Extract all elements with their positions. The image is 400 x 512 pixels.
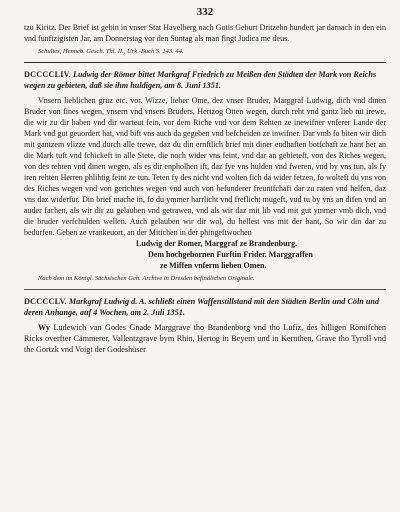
- signature-line: Ludwig der Romer, Marggraf ze Brandenburg.: [136, 239, 298, 248]
- address-line: Dem hochgebornen Furftin Frider. Marggraffen: [148, 250, 313, 259]
- section-divider: [24, 62, 386, 63]
- document-number: DCCCCLIV.: [24, 70, 71, 79]
- document-heading: [24, 69, 386, 91]
- document-number: DCCCCLV.: [24, 297, 67, 306]
- page-number: 332: [196, 6, 214, 18]
- source-note: Nach dem im Königl. Sächsischen Geh. Archive in Dresden befindlichen Originale.: [38, 275, 255, 282]
- document-body-text: Ludewich van Godes Gnade Marggrave tho Brandenborg vnd tho Lufiz, des hilligen Römifchen Ricks overfter Cämmerer, Vallentzgrave bym Rhin, Hertog in Beyern und in Kernthen, Grave tho Tyroll vnd the Gortzk vnd Voigt der Godeshüser: [24, 323, 386, 354]
- document-title: Markgraf Ludwig d. A. schließt einen Waffenstillstand mit den Städten Berlin und Cöln und deren Anhange, auf 4 Wochen, am 2. Juli 1351.: [24, 297, 380, 317]
- section-divider: [24, 289, 386, 290]
- document-title: Ludwig der Römer bittet Markgraf Friedrich zu Meißen den Städten der Mark von Reichs wegen zu gebieten, daß sie ihm huldigen, am 8. Juni 1351.: [24, 70, 377, 90]
- continuation-text: tzu Kiritz. Der Brief ist gebin in vnser Stat Havelberg nach Gotis Geburt Dritzehn hundert jar darnach in den ein vnd funftzigisten Jar, am Donnerstag vor den Suntag als man fingt Judica me deus.: [24, 23, 386, 43]
- document-body: Vnsern lieblichen gruz etc. vor. Wizze, lieber Ome, dez vnser Bruder, Marggraf Ludwig, dich vnd dinen Bruder von fines wegen, vnsern vnd vnsers Bruders, Hertzog Otten wegen, durch reht vnd gantz lieb tut irewe, die wir zu dir haben vnd dir warteut fein, vor dem Riche vnd vor dem Rehten ze inewifner vnferer Lande der Mark vnd gut geuordert hat, vnd bift vns auch da gegeben vnd befcheiden ze inwifner. Dar vmb fo biten wir dich mit gantzem vlizze vnd durch alle trewe, daz du din ernftlich brief mit diner endhaften botfchaft ze hant her an die Mark tuft vnd fchickeft in alle Stete, die noch wider vns feint, vnd dar an gebieteft, von des Riches wegen, von des rehten vnd dinen wegen, als es dir enpholhen ift, daz fye vns hulden vnd fweren, vnd by vns tun, als fy iren rehten Herren phlihtig feint ze tun. Teten fy des nicht vnd wolten fich da wider fetzen, fo wolteft du vns von des Riches wegen vnd von gerichtes wegen vnd auch von befunderer freuntfchaft dar zu raten vnd helfen, daz vns daz widerfur. Din brief mache in, fo du ymmer harrlicht vnd freflicht mugeft, vud tu by vns an difen vnd an auder fachen, als wir dir zu gelauben vnd getrawen, vnd als wir daz mit lib vnd mit gut ymmer vmb dich, vnd die bruder verfchulden wellen. Auch gelauben wir dir wol, du hellest vns mit der hant, So wir din dar zu bedurfen. Geben ze vrankeuort, an der Mitichen in der phingeftwochen: [24, 96, 386, 237]
- address-line: ze Miffen vnferm lieben Omen.: [160, 261, 267, 270]
- document-body: [24, 322, 386, 355]
- opening-word: Wy: [38, 323, 50, 332]
- source-note: Schultes, Henneb. Gesch. Thl. II., Urk.-Buch S. 143. 44.: [38, 48, 184, 55]
- document-heading: [24, 296, 386, 318]
